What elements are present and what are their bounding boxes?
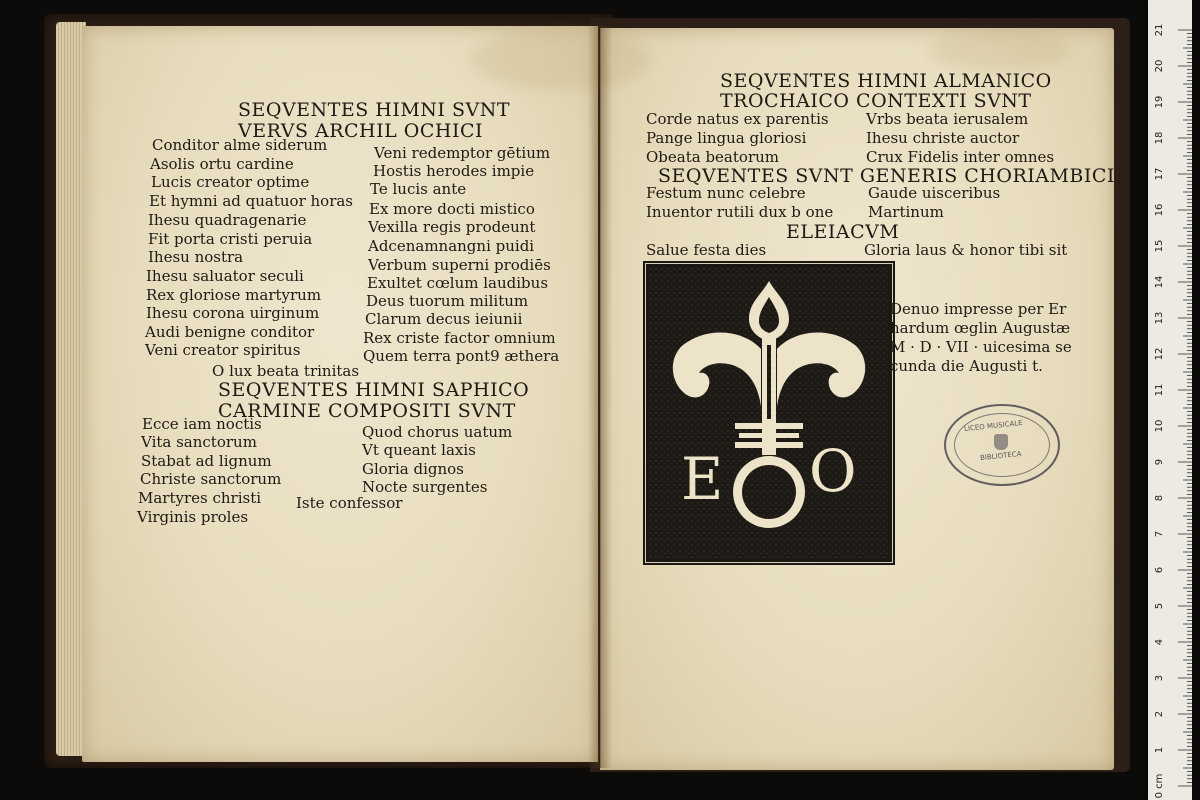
hymn-title: Adcenamnangni puidi — [368, 237, 535, 255]
book-gutter — [588, 26, 612, 768]
ruler-number: 1 — [1154, 746, 1165, 754]
ruler-number: 6 — [1154, 566, 1165, 574]
colophon-line: cunda die Augusti t. — [890, 357, 1043, 375]
hymn-title: Clarum decus ieiunii — [365, 310, 523, 328]
hymn-title: Christe sanctorum — [140, 470, 282, 488]
fleur-de-lis-icon — [649, 267, 889, 559]
crest-icon — [994, 434, 1008, 450]
hymn-title: Rex criste factor omnium — [363, 329, 556, 347]
hymn-title: Vexilla regis prodeunt — [368, 218, 536, 236]
ruler-number: 13 — [1154, 311, 1165, 325]
hymn-title: Gloria laus & honor tibi sit — [864, 241, 1068, 259]
hymn-title: Lucis creator optime — [151, 173, 310, 191]
left-heading-line-1: SEQVENTES HIMNI SVNT — [238, 99, 511, 121]
hymn-title: Inuentor rutili dux b one — [646, 203, 834, 221]
ruler-number: 12 — [1154, 347, 1165, 361]
ruler-number: 10 — [1154, 419, 1165, 433]
hymn-title: Vrbs beata ierusalem — [866, 110, 1029, 128]
ruler-number: 14 — [1154, 275, 1165, 289]
woodcut-letter-e: E — [681, 445, 724, 513]
hymn-title: Festum nunc celebre — [646, 184, 806, 202]
ruler-number: 21 — [1154, 23, 1165, 37]
hymn-title: Conditor alme siderum — [152, 136, 328, 154]
hymn-title: Virginis proles — [137, 508, 249, 526]
hymn-title: Exultet cœlum laudibus — [367, 274, 549, 292]
hymn-title: Gaude uisceribus — [868, 184, 1001, 202]
ruler-number: 7 — [1154, 530, 1165, 538]
hymn-title: Crux Fidelis inter omnes — [866, 148, 1055, 166]
hymn-title: Obeata beatorum — [646, 148, 779, 166]
ruler-number: 3 — [1154, 674, 1165, 682]
left-heading2-line-1: SEQVENTES HIMNI SAPHICO — [218, 379, 530, 401]
hymn-title: Vt queant laxis — [362, 441, 476, 459]
hymn-title: Ex more docti mistico — [369, 200, 535, 218]
printers-mark-woodcut — [646, 264, 892, 562]
hymn-title: Pange lingua gloriosi — [646, 129, 807, 147]
hymn-title: Te lucis ante — [370, 180, 467, 198]
hymn-title: Rex gloriose martyrum — [146, 286, 322, 304]
hymn-title: Martyres christi — [138, 489, 262, 507]
left-heading-line-2: VERVS ARCHIL OCHICI — [238, 120, 484, 142]
paper-stain — [930, 30, 1070, 70]
hymn-title: Hostis herodes impie — [373, 162, 535, 180]
hymn-title: Ihesu christe auctor — [866, 129, 1020, 147]
hymn-title: Asolis ortu cardine — [150, 155, 294, 173]
right-heading-line-2: TROCHAICO CONTEXTI SVNT — [720, 90, 1032, 112]
left-heading2-line-2: CARMINE COMPOSITI SVNT — [218, 400, 516, 422]
right-heading-3: ELEIACVM — [786, 221, 900, 243]
hymn-title: Deus tuorum militum — [366, 292, 529, 310]
hymn-title: Et hymni ad quatuor horas — [149, 192, 354, 210]
ruler-number: 16 — [1154, 203, 1165, 217]
hymn-title: Veni redemptor gētium — [374, 144, 551, 162]
ruler-number: 19 — [1154, 95, 1165, 109]
paper-stain — [470, 30, 650, 90]
hymn-title: Iste confessor — [296, 494, 403, 512]
ruler-number: 8 — [1154, 494, 1165, 502]
hymn-title: Fit porta cristi peruia — [148, 230, 313, 248]
hymn-title: Ecce iam noctis — [142, 415, 262, 433]
hymn-title: Martinum — [868, 203, 944, 221]
ruler-number: 4 — [1154, 638, 1165, 646]
hymn-title: Audi benigne conditor — [145, 323, 315, 341]
stamp-text: BIBLIOTECA — [979, 449, 1022, 463]
right-heading-line-1: SEQVENTES HIMNI ALMANICO — [720, 70, 1052, 92]
colophon-line: Denuo impresse per Er — [890, 300, 1067, 318]
hymn-title: Quod chorus uatum — [362, 423, 513, 441]
ruler-number: 11 — [1154, 383, 1165, 397]
hymn-title: Stabat ad lignum — [141, 452, 272, 470]
hymn-title: Salue festa dies — [646, 241, 767, 259]
ruler-number: 17 — [1154, 167, 1165, 181]
colophon-line: M · D · VII · uicesima se — [890, 338, 1072, 356]
hymn-title: Ihesu nostra — [148, 248, 244, 266]
hymn-title: Veni creator spiritus — [145, 341, 301, 359]
ruler-number: 2 — [1154, 710, 1165, 718]
ruler-number: 18 — [1154, 131, 1165, 145]
hymn-title: Verbum superni prodiēs — [368, 256, 551, 274]
library-stamp — [944, 404, 1060, 486]
hymn-title: Gloria dignos — [362, 460, 464, 478]
hymn-title-trailer: O lux beata trinitas — [212, 362, 360, 380]
hymn-title: Ihesu corona uirginum — [146, 304, 320, 322]
woodcut-letter-o: O — [809, 437, 857, 505]
colophon-line: hardum œglin Augustæ — [890, 319, 1071, 337]
ruler-ticks — [1148, 0, 1192, 800]
ruler-number: 9 — [1154, 458, 1165, 466]
right-heading-2: SEQVENTES SVNT GENERIS CHORIAMBICI — [658, 165, 1115, 187]
hymn-title: Nocte surgentes — [362, 478, 488, 496]
hymn-title: Corde natus ex parentis — [646, 110, 829, 128]
scale-ruler — [1148, 0, 1192, 800]
hymn-title: Ihesu quadragenarie — [148, 211, 307, 229]
hymn-title: Ihesu saluator seculi — [146, 267, 304, 285]
hymn-title: Vita sanctorum — [141, 433, 257, 451]
ruler-number: 20 — [1154, 59, 1165, 73]
ruler-number: 0 cm — [1154, 773, 1165, 799]
hymn-title: Quem terra pont9 æthera — [363, 347, 560, 365]
stamp-text: LICEO MUSICALE — [963, 418, 1023, 434]
ruler-number: 5 — [1154, 602, 1165, 610]
ruler-number: 15 — [1154, 239, 1165, 253]
